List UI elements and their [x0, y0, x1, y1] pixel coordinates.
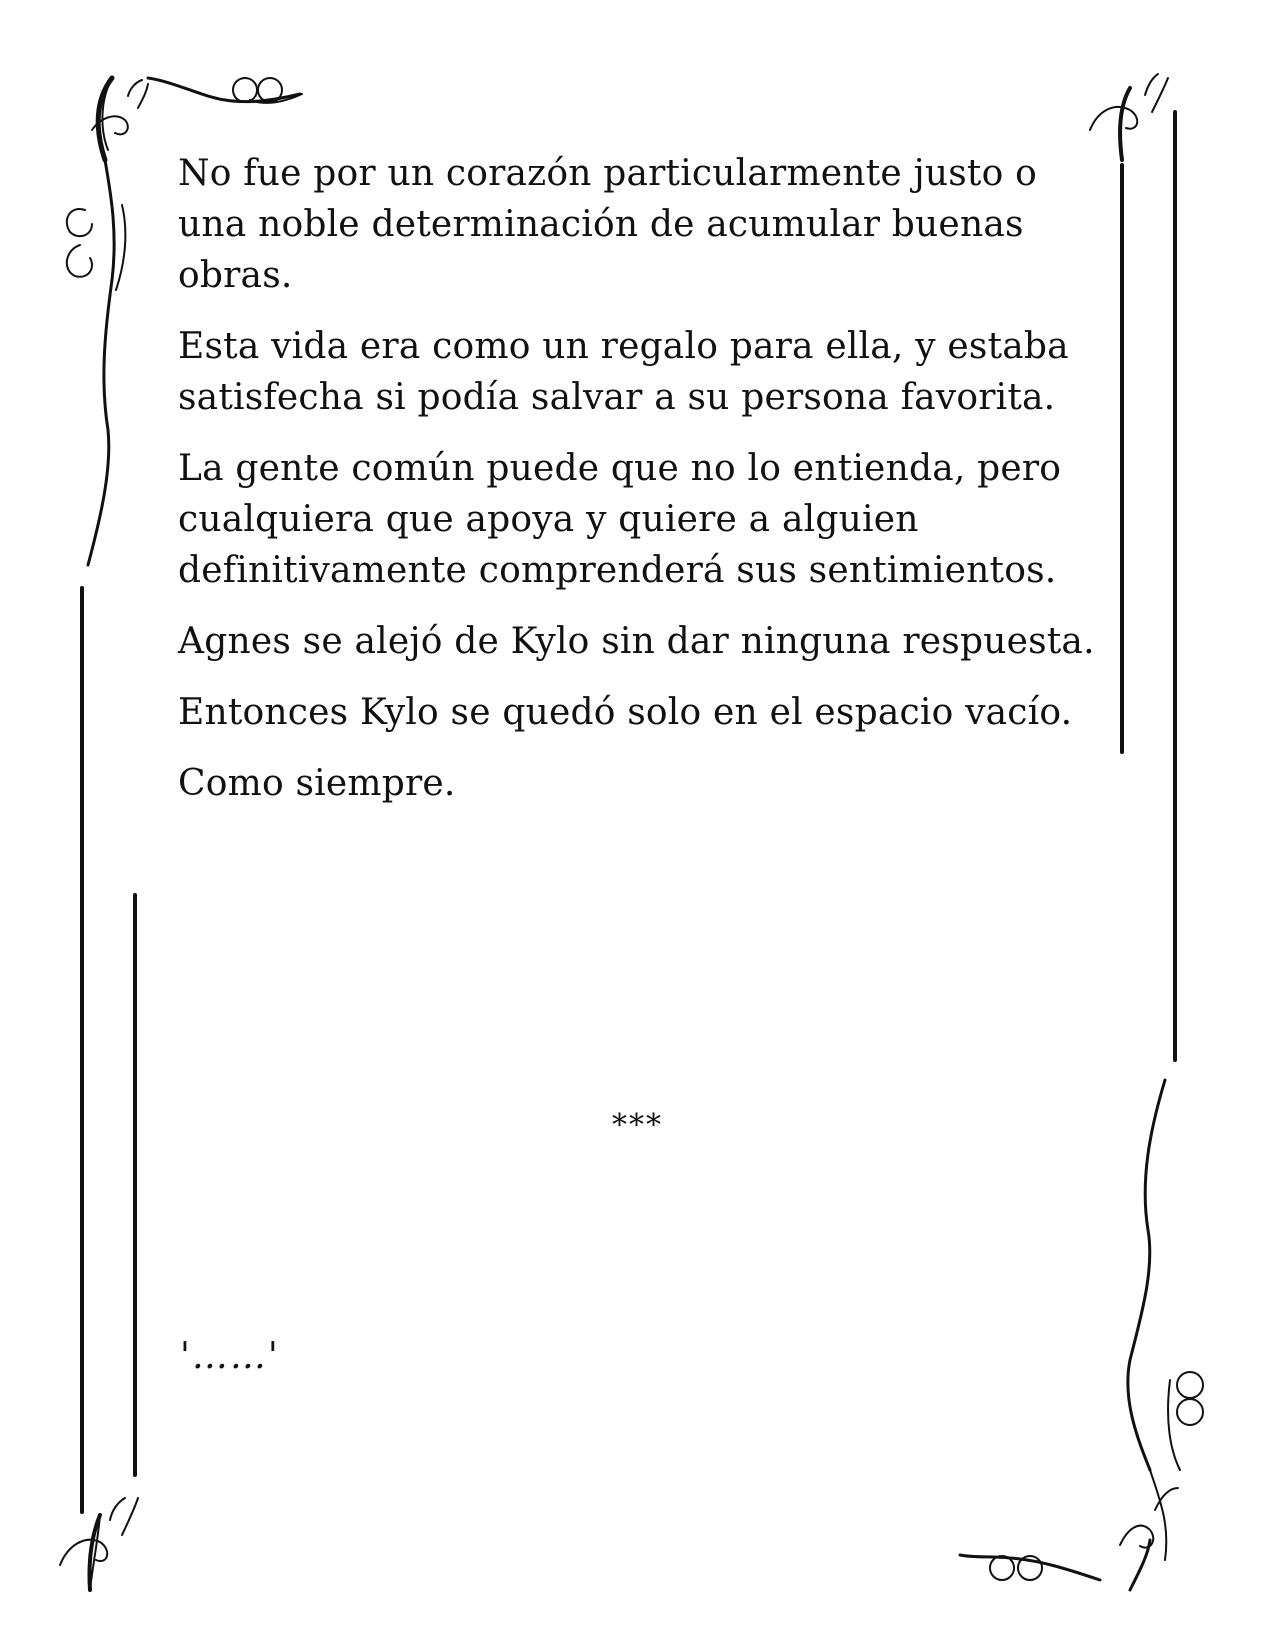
paragraph-4: Agnes se alejó de Kylo sin dar ninguna respuesta. [178, 621, 1095, 662]
paragraph-1: No fue por un corazón particularmente justo o una noble determinación de acumular buenas obras. [178, 153, 1037, 296]
paragraph-5: Entonces Kylo se quedó solo en el espacio vacío. [178, 692, 1073, 733]
paragraph-2: Esta vida era como un regalo para ella, y estaba satisfecha si podía salvar a su persona favorita. [178, 326, 1069, 418]
chapter-body [178, 148, 1108, 829]
inner-thought: '……' [180, 1336, 280, 1377]
scene-separator: *** [612, 1108, 663, 1143]
paragraph-3: La gente común puede que no lo entienda, pero cualquiera que apoya y quiere a alguien definitivamente comprenderá sus sentimientos. [178, 448, 1062, 591]
bottom-left-flourish-icon [60, 1498, 138, 1590]
paragraph-6: Como siempre. [178, 763, 456, 804]
bottom-right-flourish-icon [960, 1080, 1203, 1590]
